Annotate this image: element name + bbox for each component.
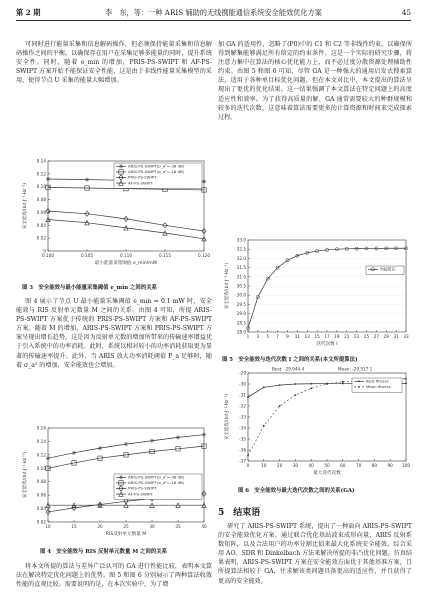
y-tick-label: 0.04 — [36, 506, 46, 512]
y-tick-label: 28.5 — [236, 320, 246, 326]
data-point — [310, 383, 312, 385]
data-point — [326, 383, 328, 385]
figure-3 — [18, 157, 212, 269]
x-tick-label: 31 — [393, 334, 399, 339]
y-tick-label: -31 — [239, 392, 246, 398]
legend-marker — [119, 164, 123, 168]
y-tick-label: -37 — [239, 458, 246, 464]
x-tick-label: 30 — [149, 524, 155, 529]
figure-5-caption: 图 5 安全能效与迭代次数 I 之间的关系(本文所提算法) — [222, 357, 358, 363]
data-point — [85, 177, 89, 181]
data-point — [98, 446, 102, 450]
data-point — [124, 442, 128, 446]
x-tick-label: 20 — [97, 524, 103, 529]
x-tick-label: 25 — [123, 524, 129, 529]
x-tick-label: 21 — [344, 334, 350, 339]
x-tick-label: 29 — [383, 334, 389, 339]
x-tick-label: 9 — [286, 334, 289, 339]
y-tick-label: 32.0 — [236, 255, 246, 261]
section-5-heading: 5 结束语 — [218, 508, 261, 518]
y-tick-label: 0.12 — [36, 171, 46, 177]
legend-label: AF-PS-SWIPT — [128, 180, 153, 186]
y-tick-label: -36 — [239, 447, 246, 453]
paragraph-text: 研究了 ARIS-PS-SWIPT 系统，提出了一种面向 ARIS-PS-SWIPT 的安全能效优化方案。通过联合优化基站波束成形向量、ARIS 反射系数矩阵，以及合法用户的功率分割比值来最大化系统安全能效。综合采用 AO、SDR 和 Dinkelbach 方法来解决所提的非凸优化问题。仿真结果表明，ARIS-PS-SWIPT 方案在安全能效方面优于其他基准方案，且所提算法相较于 GA，往求解该类问题具备更高的适应性，并且获得了更高的安全能效。 — [218, 523, 412, 585]
running-title: 李 东，等：一种 ARIS 辅助的无线携能通信系统安全能效优化方案 — [104, 8, 322, 17]
left-mid-paragraph — [16, 297, 212, 419]
y-tick-label: 0.12 — [36, 452, 46, 458]
legend-label: PRIS-PS-SWIPT — [128, 174, 157, 180]
x-tick-label: 19 — [334, 334, 340, 339]
x-tick-label: 0.110 — [120, 253, 132, 258]
x-tick-label: 3 — [256, 334, 260, 339]
x-axis-label: 迭代次数 I — [316, 342, 338, 347]
y-tick-label: 0.14 — [36, 158, 46, 164]
y-tick-label: -30 — [239, 381, 246, 387]
x-tick-label: 7 — [276, 334, 279, 339]
x-tick-label: 15 — [71, 524, 77, 529]
y-tick-label: 0.10 — [36, 184, 46, 190]
y-tick-label: 0 — [43, 248, 46, 254]
x-tick-label: 10 — [261, 463, 267, 468]
y-tick-label: 0.02 — [36, 235, 46, 241]
legend-marker — [358, 380, 360, 382]
x-axis-label: 最小能量采集阈值 e_min/mW — [94, 261, 158, 266]
x-tick-label: 70 — [355, 463, 362, 468]
x-tick-label: 10 — [45, 524, 51, 529]
series-line — [48, 220, 204, 239]
issue-label: 第 2 期 — [16, 8, 41, 17]
data-point — [295, 383, 297, 385]
y-tick-label: 0.02 — [36, 519, 46, 525]
x-tick-label: 0.105 — [81, 253, 93, 258]
data-point — [405, 382, 407, 384]
y-tick-label: 0.10 — [36, 465, 46, 471]
y-tick-label: 0.08 — [36, 479, 46, 485]
data-point — [342, 381, 344, 383]
data-point — [310, 388, 312, 390]
y-tick-label: 0.04 — [36, 222, 46, 228]
data-point — [46, 456, 50, 460]
figure-5-chart — [220, 236, 412, 352]
x-tick-label: 11 — [294, 334, 301, 339]
x-tick-label: 100 — [402, 463, 410, 468]
data-point — [46, 177, 50, 181]
y-tick-label: 30.0 — [236, 292, 246, 298]
series-group — [46, 444, 206, 471]
x-tick-label: 0.100 — [42, 253, 54, 258]
figure-3-chart — [18, 157, 212, 269]
y-tick-label: 30.5 — [236, 283, 246, 289]
legend-label: Best fitness — [366, 378, 389, 384]
right-top-paragraph — [218, 40, 412, 218]
figure-4-chart — [18, 424, 212, 542]
data-point — [263, 386, 265, 388]
data-point — [279, 384, 281, 386]
legend-label: ARIS-PS-SWIPT(σ_a²=-16 dB) — [128, 169, 185, 175]
y-tick-label: 32.5 — [236, 246, 246, 252]
y-tick-label: 29.5 — [236, 301, 246, 307]
x-tick-label: 50 — [324, 463, 330, 468]
x-tick-label: 90 — [387, 463, 393, 468]
series-line — [248, 248, 406, 328]
data-point — [247, 396, 249, 398]
y-tick-label: 0.14 — [36, 438, 46, 444]
y-axis-label: 安全能效/(bit·J⁻¹·Hz⁻¹) — [225, 393, 230, 441]
legend-label: PRIS-PS-SWIPT — [128, 485, 157, 491]
header-rule — [16, 20, 411, 21]
section-5-paragraph — [218, 522, 412, 598]
left-bottom-paragraph — [16, 562, 212, 598]
x-tick-label: 40 — [201, 524, 207, 529]
figure-4 — [18, 424, 212, 542]
page-header — [16, 6, 411, 20]
x-tick-label: 0.120 — [198, 253, 210, 258]
mean-annotation: Mean: -29.517 1 — [338, 366, 373, 372]
page-number: 45 — [401, 8, 411, 17]
left-top-paragraph — [16, 40, 212, 154]
series-group — [246, 247, 407, 330]
legend-label: AF-PS-SWIPT — [128, 491, 153, 497]
paragraph-text: 图 4 展示了节点 U 最小能量采集阈值 e_min = 0.1 mW 时，安全能效与 RIS 反射单元数量 M 之间的关系。由图 4 可知，所提 ARIS-PS-SWIPT 方案优于传统的 PRIS-PS-SWIPT 方案和 AF-PS-SWIPT 方案。随着 M 的增加，ARIS-PS-SWIPT 方案和 PRIS-PS-SWIPT 方案呈现出增长趋势，这是因为反射单元数的增加所带来的传输速率增益优于引入系统中的功率消耗。此时，系统以相对较小的功率消耗获取更为显著的传输速率提升。此外，当 ARIS 放大功率消耗阈值 P_a 足够时，随着 σ_a² 的增加，安全能效也会增加。 — [16, 298, 212, 369]
data-point — [150, 439, 154, 443]
x-axis-label: RIS反射单元数量 M — [105, 532, 147, 537]
data-point — [247, 455, 249, 457]
figure-6-caption: 图 6 安全能效与最大迭代次数之间的关系(GA) — [238, 488, 355, 494]
legend-label: 所提算法 — [380, 266, 396, 272]
legend-marker — [358, 386, 360, 388]
data-point — [342, 383, 344, 385]
data-point — [202, 179, 206, 183]
paragraph-text: 将本文所提的算法与差异广泛认可的 GA 进行性能比较，表明本文算法在解决特定优化问题上的优势。图 5 和图 6 分别展示了两种算法收敛性能的直观比较。需要说明的是，在本次实验中，为了增 — [16, 563, 212, 589]
y-tick-label: 28.0 — [236, 329, 246, 335]
figure-3-caption: 图 3 安全能效与最小能量采集阈值 e_min 之间的关系 — [22, 285, 157, 291]
y-tick-label: -29 — [239, 370, 246, 376]
y-tick-label: -33 — [239, 414, 246, 420]
y-tick-label: 33.0 — [236, 237, 246, 243]
x-tick-label: 0.115 — [159, 253, 171, 258]
data-point — [405, 378, 407, 380]
x-tick-label: 15 — [314, 334, 320, 339]
y-axis-label: 安全能效/(bit·J⁻¹·Hz⁻¹) — [23, 182, 28, 230]
x-tick-label: 27 — [373, 334, 380, 339]
y-tick-label: 31.0 — [236, 274, 246, 280]
legend-label: ARIS-PS-SWIPT(σ_a²=-36 dB) — [128, 163, 185, 169]
y-tick-label: -35 — [239, 436, 246, 442]
legend-marker — [119, 475, 123, 479]
legend-label: Mean fitness — [366, 384, 391, 390]
y-tick-label: 0.06 — [36, 209, 46, 215]
figure-5 — [220, 236, 412, 352]
y-axis-label: 安全能效/(bit·J⁻¹·Hz⁻¹) — [225, 262, 230, 310]
x-tick-label: 17 — [324, 334, 330, 339]
figure-6-chart — [220, 365, 412, 481]
legend-label: ARIS-PS-SWIPT(σ_a²=-16 dB) — [128, 480, 185, 486]
figure-6 — [220, 365, 412, 481]
x-tick-label: 23 — [353, 334, 360, 339]
x-tick-label: 33 — [403, 334, 409, 339]
data-point — [279, 405, 281, 407]
x-tick-label: 80 — [371, 463, 378, 468]
series-group — [46, 503, 206, 507]
data-point — [72, 451, 76, 455]
y-axis-label: 安全能效/(bit·J⁻¹·Hz⁻¹) — [23, 451, 28, 499]
x-tick-label: 40 — [308, 463, 314, 468]
x-tick-label: 0 — [246, 463, 250, 468]
paragraph-text: 可同时进行能量采集和信息解码操作，但必须保持能量采集和信息解码操作之间的平衡，以确保存在用户在采集足够多能量的同时，提升系统安全性。同时，随着 e_min 的增加，PRIS-PS-SWIPT 和 AF-PS-SWIPT 方案开始不能保证安全性能，这是由于非线性能量采集模型的采用，使得节点 U 采集的能量大幅增加。 — [16, 41, 212, 85]
y-tick-label: 0.08 — [36, 197, 46, 203]
data-point — [176, 435, 180, 439]
x-tick-label: 5 — [266, 334, 270, 339]
y-tick-label: -32 — [239, 403, 246, 409]
y-tick-label: 0.06 — [36, 492, 46, 498]
series-group — [46, 433, 206, 461]
data-point — [202, 433, 206, 437]
y-tick-label: 29.0 — [236, 311, 246, 317]
x-tick-label: 35 — [175, 524, 181, 529]
x-tick-label: 20 — [276, 463, 283, 468]
x-axis-label: 最大迭代次数 — [313, 471, 341, 476]
x-tick-label: 13 — [304, 334, 310, 339]
paragraph-text: 加 GA 的适用性，忽略了(P0)中的 C1 和 C2 等非线性约束，以确保所得到解集能够满足所有给定的约束条件。这是一个实际的研究步骤，将注意力集中在算法的核心优化能力上，而不必过度分散资源处理辅助性约束。由图 5 和图 6 可知，尽管 GA 是一种强大的通用启发式搜索算法，适用于各种单目标优化问题，但在本文对比中，本文提出的算法呈现出了更优的优化结果。这一结果强调了本文算法在特定问题上的高度适应性和效率。为了获得高质量的解，GA 通常需要较大的种群规模和较多的迭代次数，这意味着算法需要更多的计算资源和时间来完成探索过程。 — [218, 41, 412, 121]
data-point — [295, 394, 297, 396]
x-tick-label: 1 — [246, 334, 250, 339]
y-tick-label: 0.16 — [36, 425, 46, 431]
series-group — [46, 217, 206, 241]
y-tick-label: 31.5 — [236, 265, 246, 271]
y-tick-label: -34 — [239, 425, 246, 431]
legend-label: ARIS-PS-SWIPT(σ_a²=-36 dB) — [128, 474, 185, 480]
x-tick-label: 25 — [363, 334, 370, 339]
x-tick-label: 60 — [340, 463, 346, 468]
x-tick-label: 30 — [292, 463, 299, 468]
data-point — [263, 425, 265, 427]
figure-4-caption: 图 4 安全能效与 RIS 反射单元数量 M 之间的关系 — [40, 549, 168, 555]
best-annotation: Best: -29.944 4 — [272, 366, 305, 372]
